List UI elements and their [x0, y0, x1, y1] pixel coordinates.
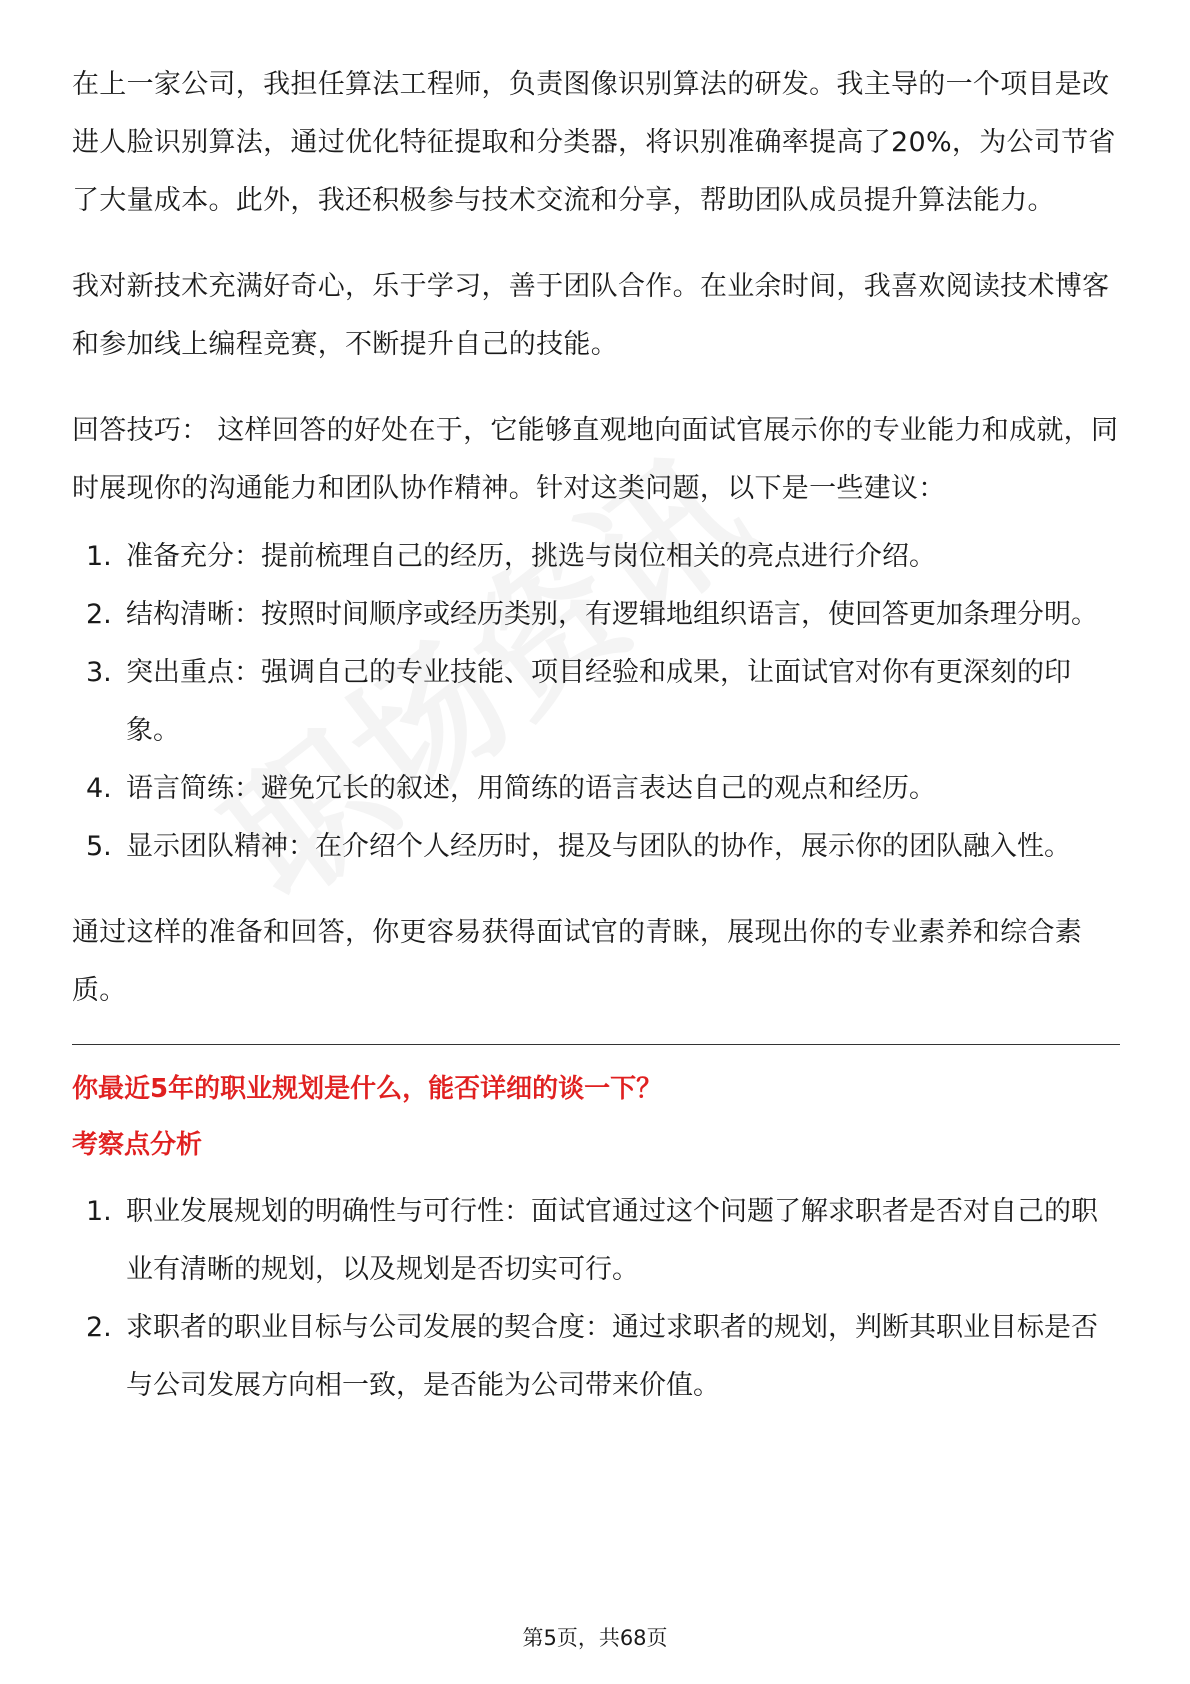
list-item: 1. 准备充分：提前梳理自己的经历，挑选与岗位相关的亮点进行介绍。 [86, 541, 936, 572]
list-item: 2. 求职者的职业目标与公司发展的契合度：通过求职者的规划，判断其职业目标是否与公司发展方向相一致，是否能为公司带来价值。 [86, 1312, 1098, 1401]
intro-paragraph-1: 在上一家公司，我担任算法工程师，负责图像识别算法的研发。我主导的一个项目是改进人脸识别算法，通过优化特征提取和分类器，将识别准确率提高了20%，为公司节省了大量成本。此外，我还积极参与技术交流和分享，帮助团队成员提升算法能力。 [72, 69, 1116, 216]
section-divider [72, 1044, 1120, 1045]
list-item: 1. 职业发展规划的明确性与可行性：面试官通过这个问题了解求职者是否对自己的职业有清晰的规划，以及规划是否切实可行。 [86, 1196, 1098, 1285]
page-footer: 第5页，共68页 [522, 1626, 668, 1650]
document-page [72, 56, 1120, 1415]
list-item: 3. 突出重点：强调自己的专业技能、项目经验和成果，让面试官对你有更深刻的印象。 [86, 657, 1071, 746]
analysis-subtitle: 考察点分析 [72, 1130, 203, 1160]
closing-paragraph: 通过这样的准备和回答，你更容易获得面试官的青睐，展现出你的专业素养和综合素质。 [72, 917, 1083, 1006]
question-title: 你最近5年的职业规划是什么，能否详细的谈一下？ [72, 1074, 663, 1104]
analysis-points-list [72, 1183, 1120, 1415]
tips-list [72, 528, 1120, 876]
intro-paragraph-2: 我对新技术充满好奇心，乐于学习，善于团队合作。在业余时间，我喜欢阅读技术博客和参加线上编程竞赛，不断提升自己的技能。 [72, 271, 1110, 360]
list-item: 5. 显示团队精神：在介绍个人经历时，提及与团队的协作，展示你的团队融入性。 [86, 831, 1071, 862]
list-item: 2. 结构清晰：按照时间顺序或经历类别，有逻辑地组织语言，使回答更加条理分明。 [86, 599, 1098, 630]
tips-intro-paragraph: 回答技巧： 这样回答的好处在于，它能够直观地向面试官展示你的专业能力和成就，同时展现你的沟通能力和团队协作精神。针对这类问题，以下是一些建议： [72, 415, 1119, 504]
list-item: 4. 语言简练：避免冗长的叙述，用简练的语言表达自己的观点和经历。 [86, 773, 936, 804]
